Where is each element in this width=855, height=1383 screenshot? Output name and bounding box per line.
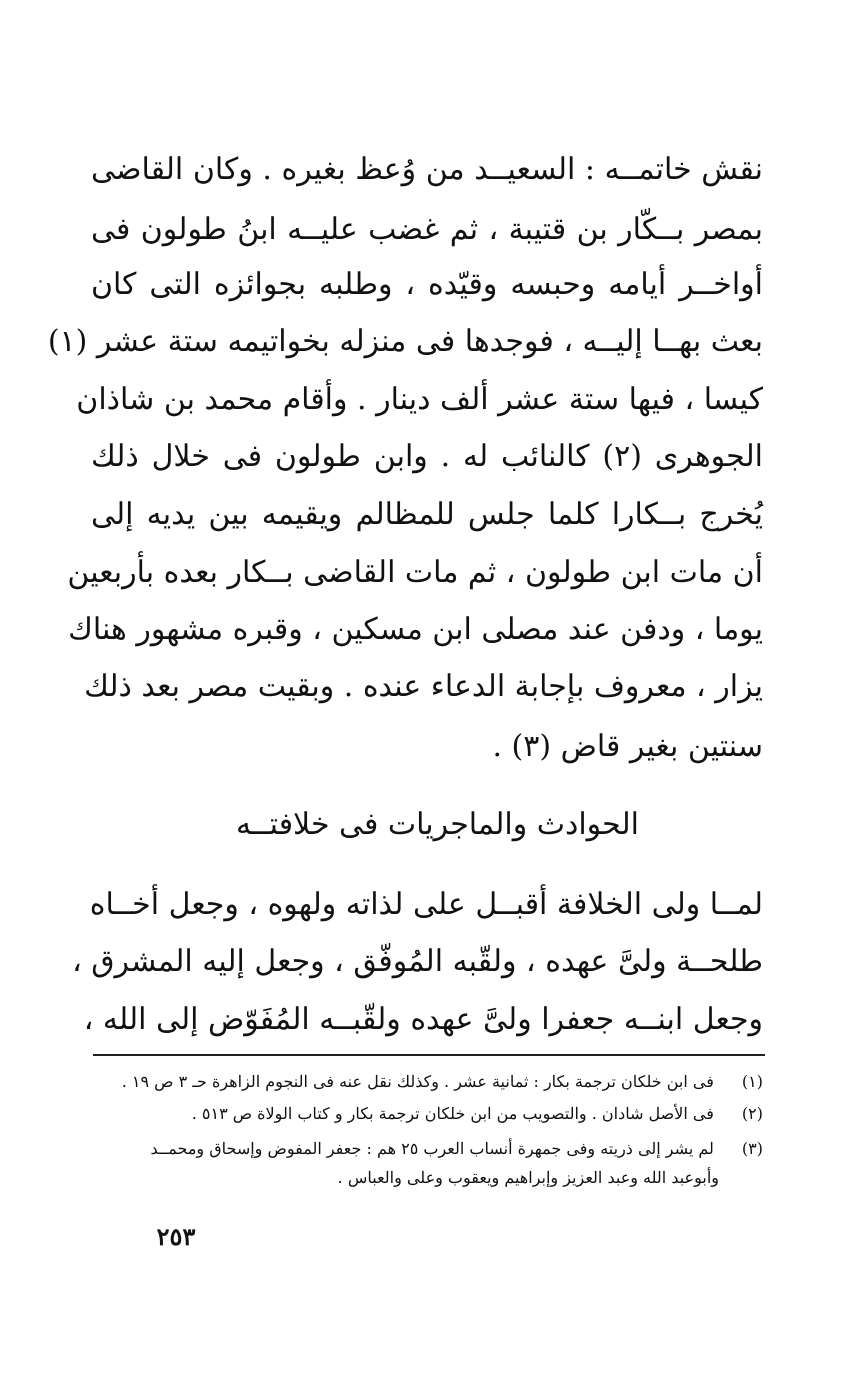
page-number: ٢٥٣: [156, 1222, 196, 1251]
footnote-3: [91, 1137, 763, 1161]
body-line: طلحــة ولىَّ عهده ، ولقّبه المُوفّق ، وجعل إليه المشرق ،: [72, 944, 763, 979]
body-line: وجعل ابنــه جعفرا ولىَّ عهده ولقّبــه المُفَوّض إلى الله ،: [83, 1002, 763, 1037]
body-line: الجوهرى (٢) كالنائب له . وابن طولون فى خلال ذلك: [91, 439, 763, 474]
body-line: سنتين بغير قاض (٣) .: [492, 729, 763, 764]
footnote-number: (١): [741, 1072, 763, 1091]
section-heading-text: الحوادث والماجريات فى خلافتــه: [235, 807, 639, 842]
body-line: بعث بهــا إليــه ، فوجدها فى منزله بخواتيمه ستة عشر (١): [47, 324, 763, 359]
body-line: نقش خاتمــه : السعيــد من وُعظ بغيره . وكان القاضى: [91, 152, 763, 187]
footnote-text: لم يشر إلى ذريته وفى جمهرة أنساب العرب ٢٥ هم : جعفر المفوض وإسحاق ومحمــد: [150, 1139, 714, 1158]
body-line: أواخــر أيامه وحبسه وقيّده ، وطلبه بجوائزه التى كان: [91, 267, 763, 302]
footnote-number: (٣): [741, 1139, 763, 1158]
footnote-number: (٢): [741, 1104, 763, 1123]
body-line: كيسا ، فيها ستة عشر ألف دينار . وأقام محمد بن شاذان: [76, 382, 763, 417]
body-line: أن مات ابن طولون ، ثم مات القاضى بــكار بعده بأربعين: [67, 555, 763, 590]
footnote-text: فى الأصل شادان . والتصويب من ابن خلكان ترجمة بكار و كتاب الولاة ص ٥١٣ .: [191, 1104, 714, 1123]
body-line: بمصر بــكّار بن قتيبة ، ثم غضب عليــه ابنُ طولون فى: [91, 212, 763, 247]
footnote-1: [91, 1070, 763, 1094]
footnote-text: فى ابن خلكان ترجمة بكار : ثمانية عشر . وكذلك نقل عنه فى النجوم الزاهرة حـ ٣ ص ١٩ .: [121, 1072, 714, 1091]
body-line: يُخرج بــكارا كلما جلس للمظالم ويقيمه بين يديه إلى: [91, 497, 763, 532]
section-heading: [0, 805, 855, 845]
footnote-3-continuation: وأبوعبد الله وعبد العزيز وإبراهيم ويعقوب وعلى والعباس .: [337, 1168, 719, 1187]
footnote-2: [91, 1102, 763, 1126]
footnote-divider: [93, 1054, 765, 1056]
body-line: لمــا ولى الخلافة أقبــل على لذاته ولهوه ، وجعل أخــاه: [89, 887, 763, 922]
body-line: يزار ، معروف بإجابة الدعاء عنده . وبقيت مصر بعد ذلك: [84, 669, 763, 704]
body-line: يوما ، ودفن عند مصلى ابن مسكين ، وقبره مشهور هناك: [68, 612, 763, 647]
